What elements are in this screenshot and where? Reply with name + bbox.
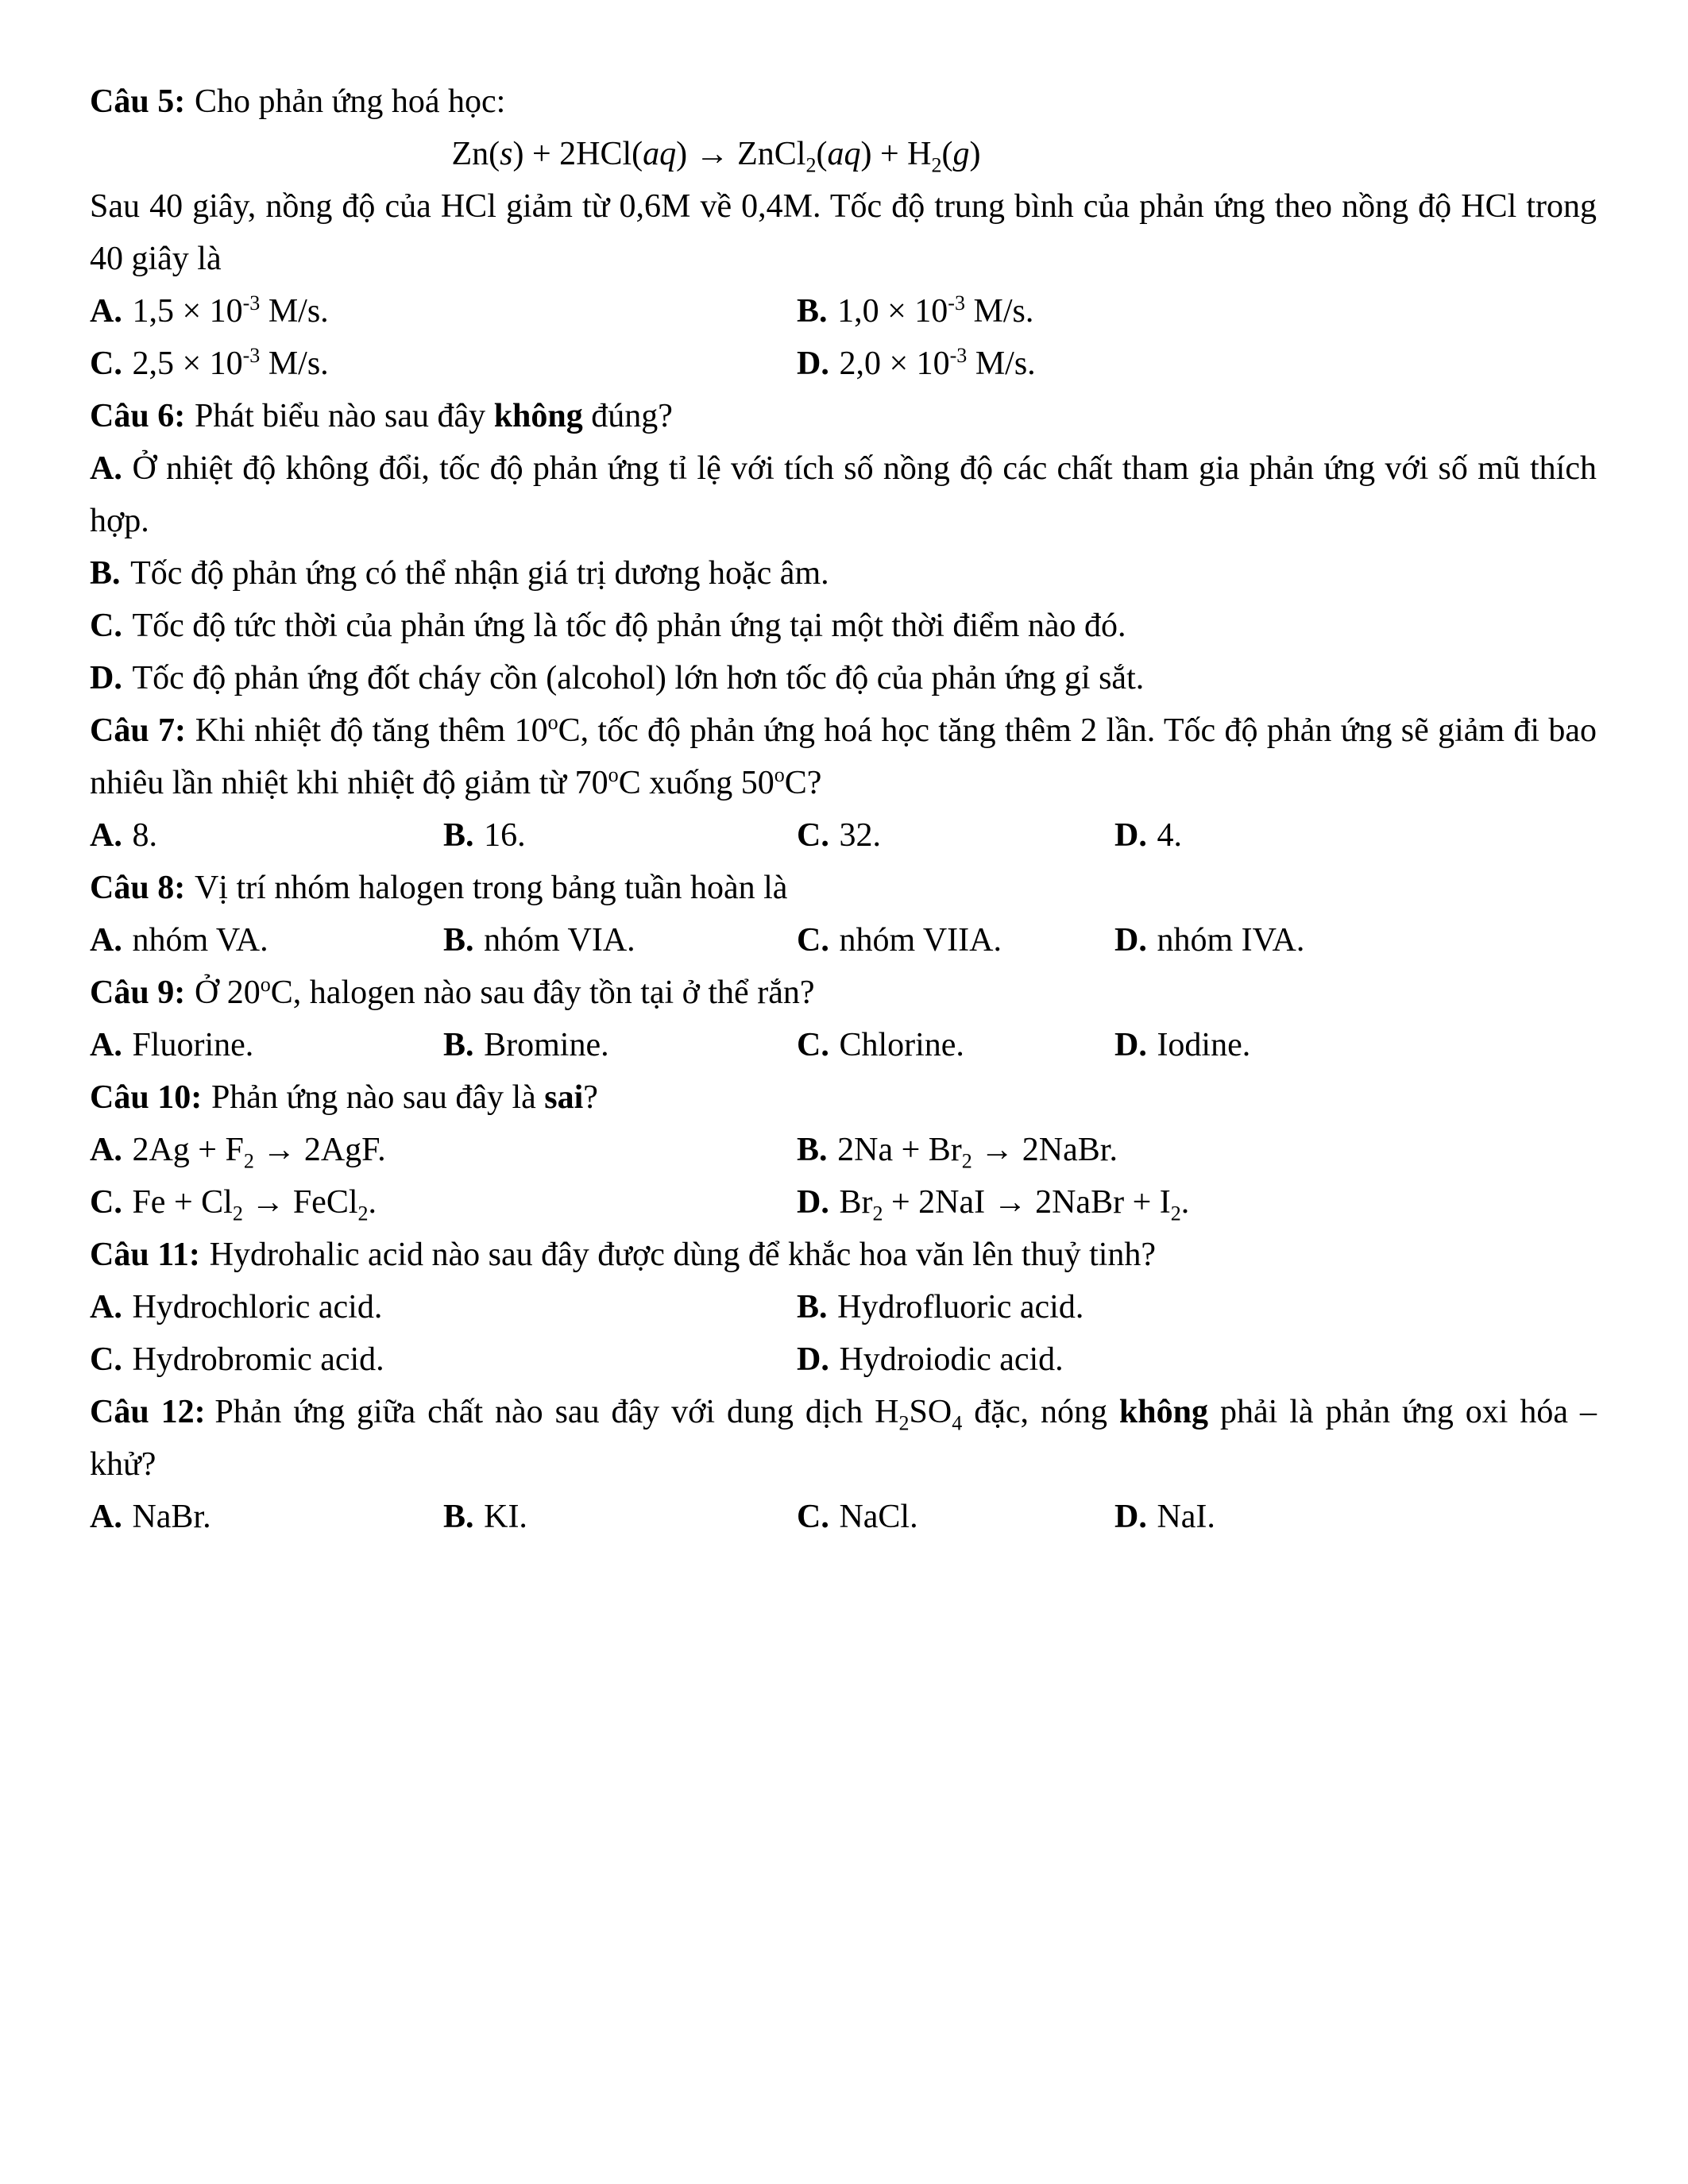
option-letter: B. — [797, 1132, 828, 1168]
option-letter: C. — [90, 1184, 122, 1221]
answer-option — [797, 1333, 1597, 1386]
option-text: Tốc độ tức thời của phản ứng là tốc độ phản ứng tại một thời điểm nào đó. — [132, 608, 1126, 644]
question-block — [90, 704, 1597, 862]
option-letter: A. — [90, 450, 122, 487]
answer-option — [797, 1491, 1114, 1543]
question-label: Câu 11: — [90, 1237, 200, 1273]
option-text: $2,5 \times 10^{-3}$ M/s. — [132, 344, 329, 382]
answer-option — [90, 1333, 797, 1386]
question-label: Câu 5: — [90, 83, 186, 120]
question-list — [90, 75, 1597, 1543]
answer-option — [443, 1019, 797, 1071]
answer-option — [90, 652, 1597, 704]
options-grid — [90, 285, 1597, 390]
question-stem-text: Ở 20$^o$C, halogen nào sau đây tồn tại ở thể rắn? — [194, 973, 815, 1011]
option-text: KI. — [484, 1499, 527, 1535]
question-stem-text: Vị trí nhóm halogen trong bảng tuần hoàn là — [194, 870, 788, 906]
question-stem — [90, 1229, 1597, 1281]
option-text: Tốc độ phản ứng đốt cháy cồn (alcohol) lớn hơn tốc độ của phản ứng gỉ sắt. — [132, 660, 1145, 696]
option-letter: C. — [797, 817, 829, 854]
answer-option — [797, 914, 1114, 967]
option-text: $1,0 \times 10^{-3}$ M/s. — [837, 291, 1034, 330]
answer-option — [797, 1019, 1114, 1071]
question-stem — [90, 704, 1597, 809]
options-grid — [90, 809, 1597, 862]
answer-option — [90, 600, 1597, 652]
option-letter: B. — [90, 555, 121, 592]
question-stem — [90, 1071, 1597, 1124]
option-letter: D. — [797, 345, 829, 382]
answer-option — [443, 1491, 797, 1543]
question-stem — [90, 862, 1597, 914]
options-grid — [90, 1124, 1597, 1229]
answer-option — [443, 809, 797, 862]
options-grid — [90, 442, 1597, 704]
question-block — [90, 75, 1597, 390]
question-block — [90, 1386, 1597, 1543]
question-stem-text: Hydrohalic acid nào sau đây được dùng để khắc hoa văn lên thuỷ tinh? — [209, 1237, 1157, 1273]
option-text: Bromine. — [484, 1027, 609, 1063]
option-text: $2Ag + F_2 \to 2AgF$. — [132, 1132, 386, 1173]
options-grid — [90, 1019, 1597, 1071]
question-label: Câu 12: — [90, 1394, 206, 1430]
option-text: Fluorine. — [132, 1027, 254, 1063]
option-text: $Fe + Cl_2$ → FeCl$_2$. — [132, 1184, 377, 1225]
option-letter: D. — [797, 1184, 829, 1221]
option-letter: B. — [443, 1027, 474, 1063]
option-text: 32. — [839, 817, 881, 854]
question-block — [90, 1229, 1597, 1386]
option-letter: B. — [443, 817, 474, 854]
answer-option — [443, 914, 797, 967]
option-text: Chlorine. — [839, 1027, 964, 1063]
option-text: Hydroiodic acid. — [839, 1341, 1064, 1378]
question-stem-text: Phản ứng nào sau đây là sai? — [211, 1079, 598, 1116]
option-letter: A. — [90, 1027, 122, 1063]
answer-option — [797, 338, 1597, 390]
answer-option — [1114, 809, 1597, 862]
option-text: Tốc độ phản ứng có thể nhận giá trị dương hoặc âm. — [130, 555, 829, 592]
question-stem-continued: Sau 40 giây, nồng độ của HCl giảm từ 0,6M về 0,4M. Tốc độ trung bình của phản ứng theo nồng độ HCl trong 40 giây là — [90, 188, 1597, 277]
question-stem — [90, 967, 1597, 1019]
answer-option — [797, 1176, 1597, 1229]
answer-option — [90, 442, 1597, 547]
question-stem — [90, 75, 1597, 128]
question-block — [90, 390, 1597, 704]
option-letter: D. — [90, 660, 122, 696]
option-letter: C. — [797, 1499, 829, 1535]
answer-option — [90, 1491, 443, 1543]
option-letter: C. — [90, 608, 122, 644]
option-text: Iodine. — [1157, 1027, 1251, 1063]
option-letter: B. — [443, 1499, 474, 1535]
option-text: $Br_2 + 2NaI$ → 2NaBr + $I_2$. — [839, 1184, 1190, 1225]
option-letter: C. — [90, 1341, 122, 1378]
option-text: NaBr. — [132, 1499, 211, 1535]
answer-option — [1114, 1019, 1597, 1071]
answer-option — [90, 1019, 443, 1071]
option-text: nhóm VIA. — [484, 922, 635, 959]
question-block — [90, 1071, 1597, 1229]
question-label: Câu 6: — [90, 398, 186, 434]
option-letter: D. — [797, 1341, 829, 1378]
option-letter: A. — [90, 922, 122, 959]
option-letter: A. — [90, 293, 122, 330]
answer-option — [797, 1281, 1597, 1333]
answer-option — [90, 1176, 797, 1229]
question-label: Câu 8: — [90, 870, 186, 906]
option-letter: D. — [1114, 922, 1147, 959]
chemical-equation: Zn(s) + 2HCl(aq) → ZnCl$_2$(aq) + $H_2(g)$ — [451, 136, 981, 177]
option-text: nhóm VIIA. — [839, 922, 1002, 959]
option-text: Hydrochloric acid. — [132, 1289, 383, 1325]
answer-option — [90, 338, 797, 390]
question-block — [90, 967, 1597, 1071]
question-label: Câu 10: — [90, 1079, 203, 1116]
option-letter: A. — [90, 1132, 122, 1168]
option-letter: A. — [90, 817, 122, 854]
answer-option — [90, 809, 443, 862]
options-grid — [90, 914, 1597, 967]
option-letter: A. — [90, 1289, 122, 1325]
answer-option — [90, 914, 443, 967]
question-stem-text: Phát biểu nào sau đây không đúng? — [194, 398, 673, 434]
answer-option — [90, 547, 1597, 600]
question-stem-text: Cho phản ứng hoá học: — [194, 83, 506, 120]
option-letter: B. — [797, 293, 828, 330]
answer-option — [797, 1124, 1597, 1176]
question-stem-text: Phản ứng giữa chất nào sau đây với dung dịch $H_2SO_4$ đặc, nóng không phải là phản ứng oxi hóa – khử? — [90, 1394, 1597, 1483]
options-grid — [90, 1491, 1597, 1543]
option-letter: D. — [1114, 1027, 1147, 1063]
option-text: 16. — [484, 817, 526, 854]
answer-option — [90, 285, 797, 338]
option-text: 4. — [1157, 817, 1182, 854]
question-stem — [90, 390, 1597, 442]
option-text: NaI. — [1157, 1499, 1215, 1535]
option-letter: B. — [443, 922, 474, 959]
option-letter: C. — [797, 1027, 829, 1063]
question-label: Câu 9: — [90, 974, 186, 1011]
option-text: $2,0 \times 10^{-3}$ M/s. — [839, 344, 1036, 382]
option-text: Hydrobromic acid. — [132, 1341, 384, 1378]
options-grid — [90, 1281, 1597, 1386]
option-text: NaCl. — [839, 1499, 918, 1535]
option-letter: D. — [1114, 817, 1147, 854]
option-letter: A. — [90, 1499, 122, 1535]
option-text: $1,5 \times 10^{-3}$ M/s. — [132, 291, 329, 330]
option-text: Hydrofluoric acid. — [837, 1289, 1084, 1325]
question-stem-text: Khi nhiệt độ tăng thêm 10$^o$C, tốc độ phản ứng hoá học tăng thêm 2 lần. Tốc độ phản ứng sẽ giảm đi bao nhiêu lần nhiệt khi nhiệt độ giảm từ 70$^o$C xuống 50$^o$C? — [90, 711, 1597, 801]
option-letter: C. — [797, 922, 829, 959]
question-stem — [90, 1386, 1597, 1491]
option-letter: B. — [797, 1289, 828, 1325]
answer-option — [797, 285, 1597, 338]
answer-option — [1114, 1491, 1597, 1543]
option-letter: D. — [1114, 1499, 1147, 1535]
question-label: Câu 7: — [90, 712, 186, 749]
option-text: Ở nhiệt độ không đổi, tốc độ phản ứng tỉ lệ với tích số nồng độ các chất tham gia phản ứng với số mũ thích hợp. — [90, 450, 1597, 539]
answer-option — [90, 1124, 797, 1176]
answer-option — [797, 809, 1114, 862]
option-text: nhóm VA. — [132, 922, 268, 959]
option-text: 8. — [132, 817, 157, 854]
option-text: $2Na + Br_2$ → 2NaBr. — [837, 1132, 1118, 1173]
question-block — [90, 862, 1597, 967]
option-letter: C. — [90, 345, 122, 382]
answer-option — [1114, 914, 1597, 967]
option-text: nhóm IVA. — [1157, 922, 1305, 959]
answer-option — [90, 1281, 797, 1333]
